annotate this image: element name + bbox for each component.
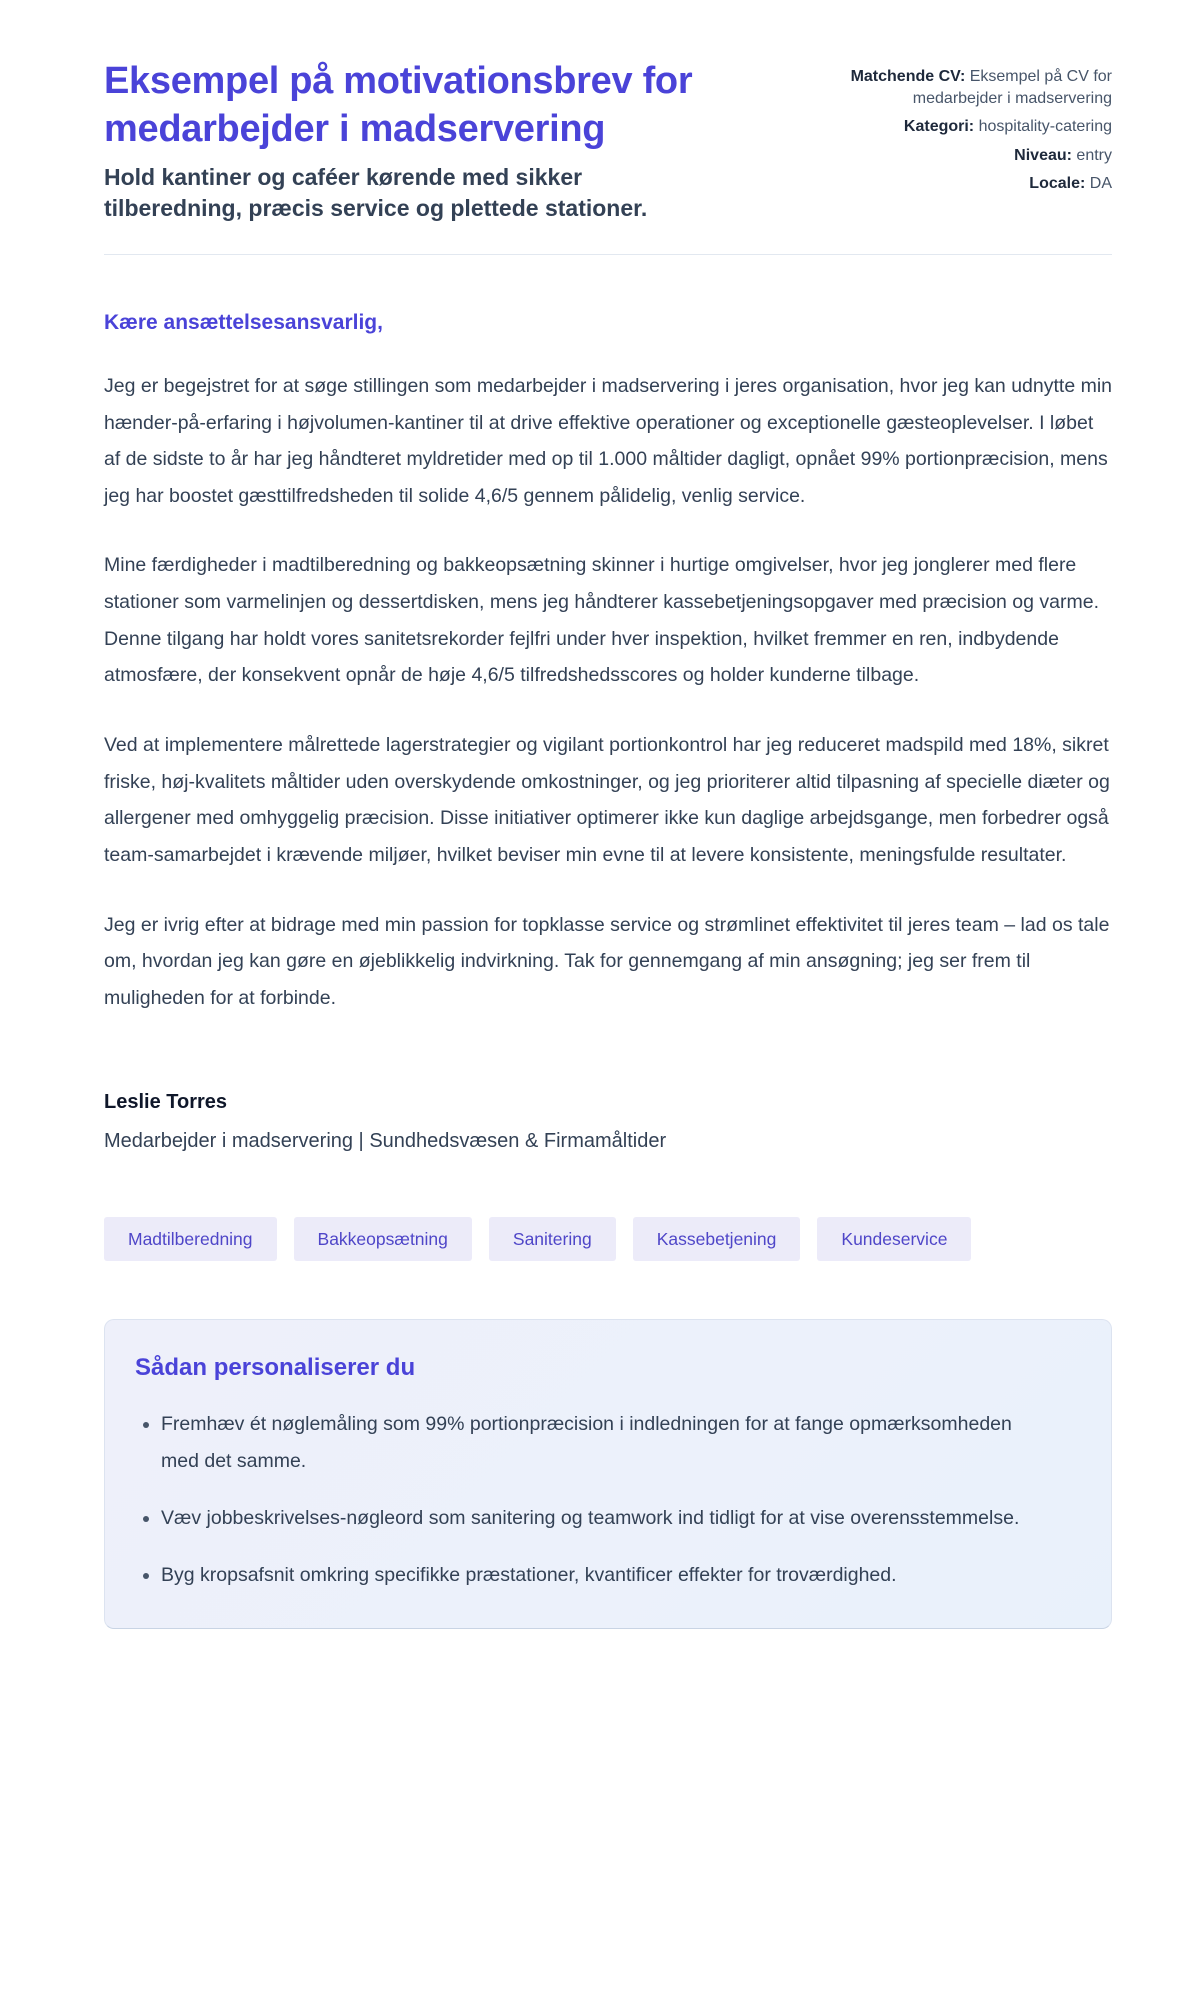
letter-greeting: Kære ansættelsesansvarlig, — [104, 310, 383, 334]
meta-locale — [840, 173, 1112, 195]
tips-item: • Væv jobbeskrivelses-nøgleord som sanitering og teamwork ind tidligt for at vise overensstemmelse. — [161, 1500, 1041, 1537]
page-subtitle: Hold kantiner og caféer kørende med sikker tilberedning, præcis service og plettede stationer. — [104, 163, 648, 221]
meta-category-label: Kategori: — [903, 118, 975, 136]
page-title: Eksempel på motivationsbrev for medarbejder i madservering — [104, 60, 693, 150]
meta-level-value: entry — [1076, 146, 1112, 164]
meta-category-value: hospitality-catering — [978, 118, 1112, 136]
title-block — [104, 58, 714, 224]
tips-item: • Fremhæv ét nøglemåling som 99% portionpræcision i indledningen for at fange opmærksomheden med det samme. — [161, 1406, 1041, 1480]
page-header — [104, 58, 1112, 224]
personalization-tips-box — [104, 1319, 1112, 1629]
skill-tag: Kassebetjening — [633, 1217, 801, 1261]
meta-matching-cv — [840, 66, 1112, 109]
meta-level — [840, 145, 1112, 167]
header-divider — [104, 254, 1112, 255]
letter-paragraph-4: Jeg er ivrig efter at bidrage med min passion for topklasse service og strømlinet effektivitet til jeres team – lad os tale om, hvordan jeg kan gøre en øjeblikkelig indvirkning. Tak for gennemgang af min ansøgning; jeg ser frem til muligheden for at forbinde. — [104, 913, 1110, 1010]
skill-tag-list — [104, 1217, 1112, 1261]
meta-matching-cv-label: Matchende CV: — [850, 68, 966, 85]
meta-level-label: Niveau: — [1014, 146, 1072, 164]
meta-locale-value: DA — [1089, 175, 1112, 193]
tips-item: • Byg kropsafsnit omkring specifikke præstationer, kvantificer effekter for troværdighed. — [161, 1557, 1041, 1594]
skill-tag: Sanitering — [489, 1217, 616, 1261]
meta-matching-cv-value: Eksempel på CV for medarbejder i madservering — [912, 68, 1112, 107]
signature-role: Medarbejder i madservering | Sundhedsvæsen & Firmamåltider — [104, 1129, 667, 1152]
signature-block — [104, 1091, 1112, 1153]
letter-paragraph-1: Jeg er begejstret for at søge stillingen som medarbejder i madservering i jeres organisation, hvor jeg kan udnytte min hænder-på-erfaring i højvolumen-kantiner til at drive effektive operationer og exceptionelle gæsteoplevelser. I løbet af de sidste to år har jeg håndteret myldretider med op til 1.000 måltider dagligt, opnået 99% portionpræcision, mens jeg har boostet gæsttilfredsheden til solide 4,6/5 gennem pålidelig, venlig service. — [104, 374, 1113, 507]
tips-list — [135, 1406, 1079, 1594]
letter-paragraph-3: Ved at implementere målrettede lagerstrategier og vigilant portionkontrol har jeg reduceret madspild med 18%, sikret friske, høj-kvalitets måltider uden overskydende omkostninger, og jeg prioriterer altid tilpasning af specielle diæter og allergener med omhyggelig præcision. Disse initiativer optimerer ikke kun daglige arbejdsgange, men forbedrer også team-samarbejdet i krævende miljøer, hvilket beviser min evne til at levere konsistente, meningsfulde resultater. — [104, 734, 1110, 867]
skill-tag: Madtilberedning — [104, 1217, 277, 1261]
meta-locale-label: Locale: — [1029, 175, 1086, 193]
letter-paragraph-2: Mine færdigheder i madtilberedning og bakkeopsætning skinner i hurtige omgivelser, hvor jeg jonglerer med flere stationer som varmelinjen og dessertdisken, mens jeg håndterer kassebetjeningsopgaver med præcision og varme. Denne tilgang har holdt vores sanitetsrekorder fejlfri under hver inspektion, hvilket fremmer en ren, indbydende atmosfære, der konsekvent opnår de høje 4,6/5 tilfredshedsscores og holder kunderne tilbage. — [104, 554, 1100, 687]
signature-name: Leslie Torres — [104, 1090, 228, 1113]
skill-tag: Kundeservice — [817, 1217, 971, 1261]
skill-tag: Bakkeopsætning — [294, 1217, 472, 1261]
tips-heading: Sådan personaliserer du — [135, 1353, 416, 1381]
meta-category — [840, 116, 1112, 138]
meta-block — [840, 58, 1112, 224]
